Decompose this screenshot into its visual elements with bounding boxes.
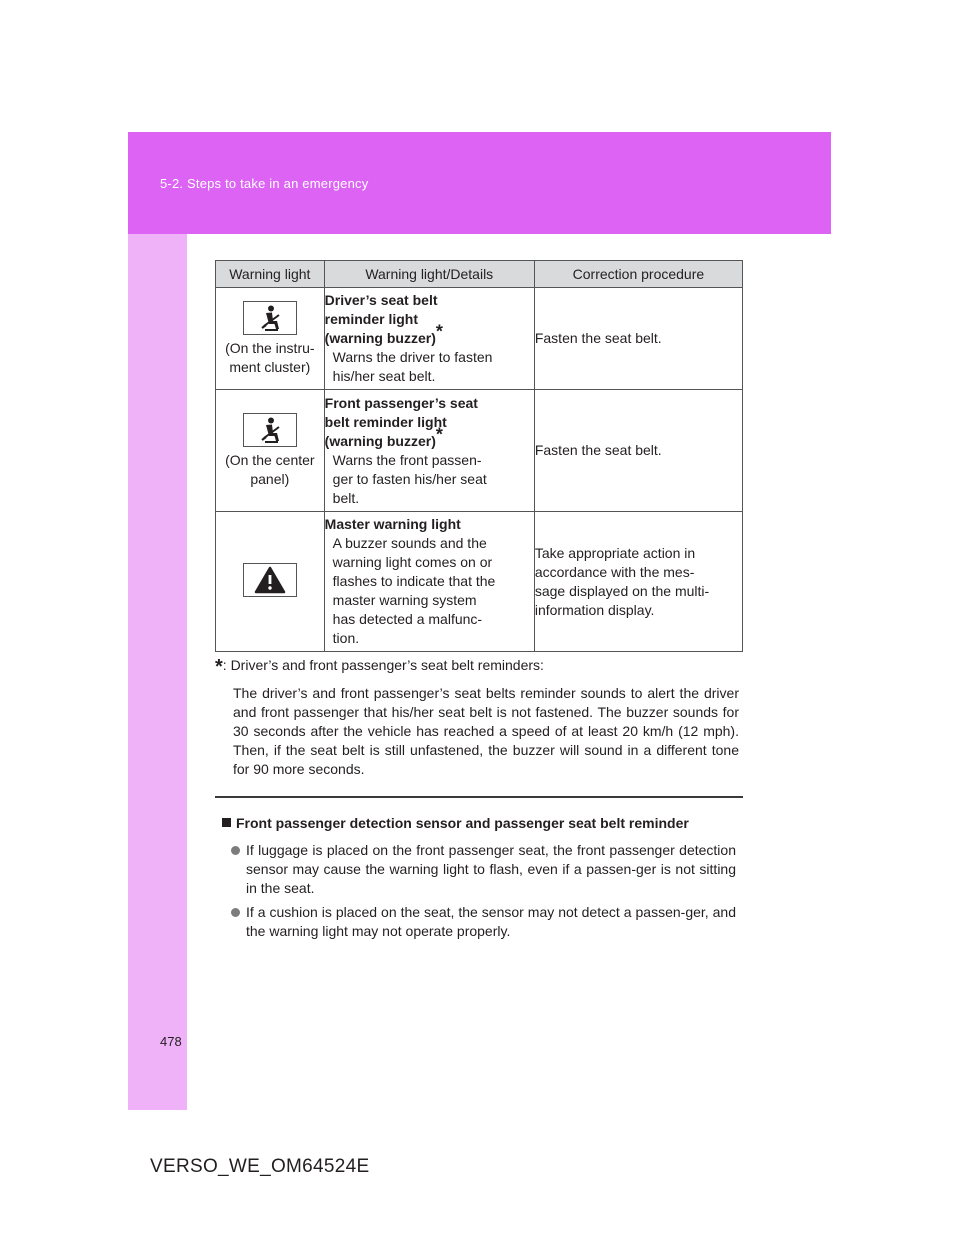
page-side-tab <box>128 132 187 1110</box>
warning-light-cell <box>216 512 325 652</box>
warning-light-title: Master warning light <box>324 516 461 532</box>
warning-light-cell <box>216 390 325 512</box>
bullet-dot-icon <box>231 908 240 917</box>
column-header: Warning light/Details <box>324 261 534 288</box>
table-header-row <box>216 261 743 288</box>
footnote-label: : Driver’s and front passenger’s seat belt reminders: <box>222 657 544 673</box>
details-cell <box>324 512 534 652</box>
section-heading <box>222 815 689 831</box>
warning-light-location: (On the instru- ment cluster) <box>225 339 315 375</box>
warning-light-details: Warns the driver to fasten his/her seat belt. <box>332 349 493 384</box>
warning-light-title: Driver’s seat belt reminder light (warning buzzer)* <box>324 292 443 346</box>
details-cell <box>324 288 534 390</box>
correction-procedure: Fasten the seat belt. <box>534 288 742 390</box>
table-row <box>216 288 743 390</box>
section-heading-text: Front passenger detection sensor and passenger seat belt reminder <box>236 815 689 831</box>
section-divider <box>215 796 743 798</box>
list-item-text: If luggage is placed on the front passenger seat, the front passenger detection sensor may cause the warning light to flash, even if a passen-ger is not sitting in the seat. <box>246 842 736 896</box>
section-breadcrumb: 5-2. Steps to take in an emergency <box>160 176 369 191</box>
footnote-body: The driver’s and front passenger’s seat belts reminder sounds to alert the driver and front passenger that his/her seat belt is not fastened. The buzzer sounds for 30 seconds after the vehicle has reached a speed of at least 20 km/h (12 mph). Then, if the seat belt is still unfastened, the buzzer will sound in a different tone for 90 more seconds. <box>233 685 739 777</box>
master-warning-icon <box>243 563 297 597</box>
list-item <box>246 903 736 941</box>
column-header: Warning light <box>216 261 325 288</box>
warning-light-cell <box>216 288 325 390</box>
page-number: 478 <box>160 1034 182 1049</box>
warning-light-details: Warns the front passen- ger to fasten his/her seat belt. <box>332 451 487 506</box>
warning-light-details: A buzzer sounds and the warning light comes on or flashes to indicate that the master warning system has detected a malfunc- tion. <box>332 535 496 646</box>
list-item-text: If a cushion is placed on the seat, the sensor may not detect a passen-ger, and the warning light may not operate properly. <box>246 904 736 939</box>
correction-procedure: Fasten the seat belt. <box>534 390 742 512</box>
document-code: VERSO_WE_OM64524E <box>150 1156 370 1177</box>
warning-light-title: Front passenger’s seat belt reminder light (warning buzzer)* <box>324 394 478 449</box>
seat-belt-reminder-icon <box>243 413 297 447</box>
bullet-dot-icon <box>231 846 240 855</box>
warning-light-table <box>215 260 743 652</box>
list-item <box>246 841 736 898</box>
details-cell <box>324 390 534 512</box>
square-bullet-icon <box>222 818 231 827</box>
footnote-heading <box>215 656 544 679</box>
table-row <box>216 512 743 652</box>
warning-light-location: (On the center panel) <box>225 451 315 487</box>
table-row <box>216 390 743 512</box>
footnote-mark: * <box>435 423 443 444</box>
footnote-mark: * <box>435 321 443 342</box>
footnote-mark: * <box>215 656 223 678</box>
seat-belt-reminder-icon <box>243 301 297 335</box>
column-header: Correction procedure <box>534 261 742 288</box>
correction-procedure: Take appropriate action in accordance with the mes- sage displayed on the multi- information display. <box>534 512 742 652</box>
